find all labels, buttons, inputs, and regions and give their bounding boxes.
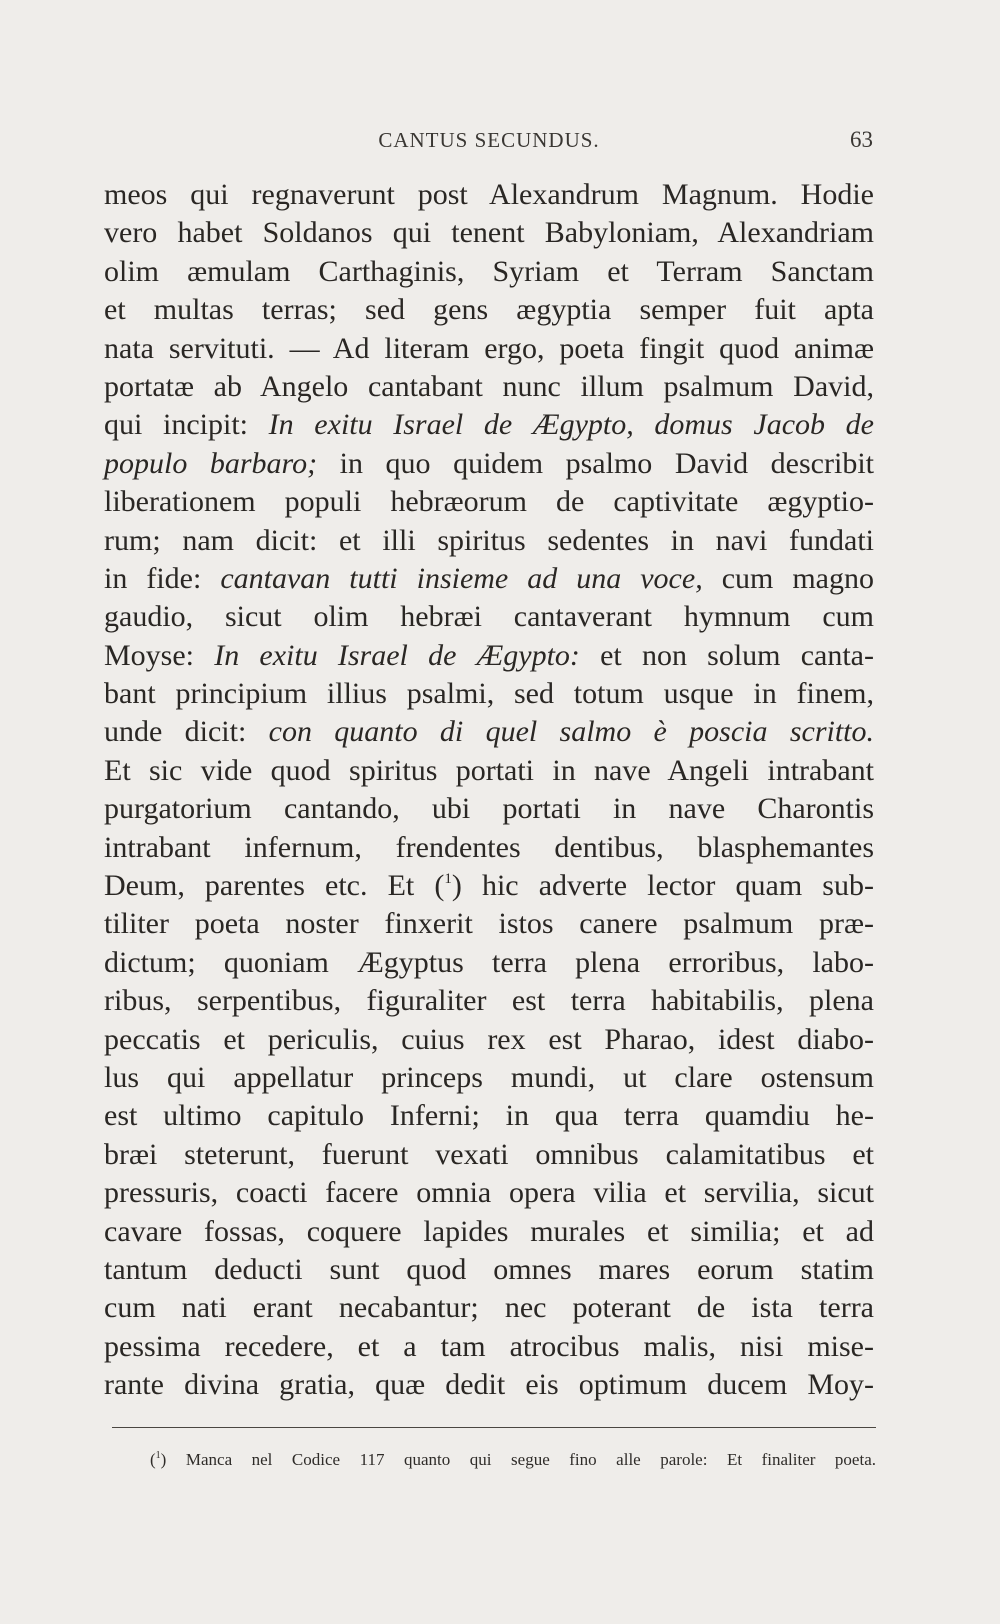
footnote: ($^1$) Manca nel Codice 117 quanto qui segue fino alle parole: Et finaliter poeta. [150,1450,876,1469]
text-line [104,790,874,828]
text-segment: est ultimo capitulo Inferni; in qua terra quamdiu he- [104,1099,874,1133]
text-segment: unde dicit: [104,715,269,749]
text-segment: gaudio, sicut olim hebræi cantaverant hymnum cum [104,600,874,634]
text-segment: meos qui regnaverunt post Alexandrum Magnum. Hodie [104,178,874,211]
text-line [104,598,874,636]
text-line [104,637,874,675]
text-segment: intrabant infernum, frendentes dentibus, blasphemantes [104,830,874,864]
footnote-reference: 1 [444,871,452,888]
text-line [104,214,874,252]
text-line [104,944,874,982]
footnote-text: Manca nel Codice 117 quanto qui segue fino alle parole: Et finaliter poeta. [185,1450,876,1469]
text-segment: qui incipit: [104,408,269,442]
text-line [104,1289,874,1327]
text-line [104,1251,874,1289]
text-line [104,905,874,943]
text-segment: vero habet Soldanos qui tenent Babyloniam, Alexandriam [104,216,874,250]
page-number: 63 [850,127,873,152]
italic-quote: populo barbaro; [104,446,318,480]
text-segment: rante divina gratia, quæ dedit eis optimum ducem Moy- [104,1368,874,1402]
text-line [104,560,874,598]
text-line [104,368,874,406]
text-line [104,713,874,751]
text-line [104,522,874,560]
text-segment: Moyse: [104,638,215,672]
text-segment: cum nati erant necabantur; nec poterant de ista terra [104,1291,874,1325]
text-line [104,176,874,214]
text-segment: Et sic vide quod spiritus portati in nave Angeli intrabant [104,753,874,787]
italic-quote: cantavan tutti insieme ad una voce, [220,561,703,595]
text-segment: liberationem populi hebræorum de captivitate ægyptio- [104,485,874,519]
text-segment: portatæ ab Angelo cantabant nunc illum psalmum David, [104,369,874,403]
footnote-marker: 1 [155,1450,161,1461]
text-line [104,291,874,329]
text-line [104,829,874,867]
text-segment: ) hic adverte lector quam sub- [451,869,874,903]
text-line [104,253,874,291]
text-line [104,1174,874,1212]
text-segment: in quo quidem psalmo David describit [317,446,874,480]
text-line [104,867,874,905]
text-line [104,675,874,713]
text-line [104,445,874,483]
text-segment: nata servituti. — Ad literam ergo, poeta fingit quod animæ [104,331,874,365]
text-segment: dictum; quoniam Ægyptus terra plena erroribus, labo- [104,945,874,979]
text-line [104,483,874,521]
text-line [104,406,874,444]
italic-quote: In exitu Israel de Ægypto, domus Jacob de [268,408,874,442]
text-segment: olim æmulam Carthaginis, Syriam et Terram Sanctam [104,254,874,288]
text-segment: Deum, parentes etc. Et ( [104,869,445,903]
text-segment: rum; nam dicit: et illi spiritus sedentes in navi fundati [104,523,874,557]
text-line [104,982,874,1020]
page-header [105,128,873,160]
text-segment: lus qui appellatur princeps mundi, ut clare ostensum [104,1060,874,1094]
text-segment: cum magno [702,561,874,595]
text-segment: bant principium illius psalmi, sed totum usque in finem, [104,677,874,711]
text-segment: tiliter poeta noster finxerit istos canere psalmum præ- [104,907,874,941]
italic-quote: In exitu Israel de Ægypto: [214,638,580,672]
text-line [104,1021,874,1059]
text-line [104,1136,874,1174]
text-segment: tantum deducti sunt quod omnes mares eorum statim [104,1252,874,1286]
text-segment: purgatorium cantando, ubi portati in nave Charontis [104,792,874,826]
text-line [104,1328,874,1366]
text-segment: ribus, serpentibus, figuraliter est terra habitabilis, plena [104,984,874,1018]
main-text [104,176,874,1405]
text-line [104,330,874,368]
text-segment: pessima recedere, et a tam atrocibus malis, nisi mise- [104,1329,874,1363]
text-line [104,752,874,790]
text-line [104,1213,874,1251]
text-segment: et non solum canta- [579,638,874,672]
text-segment: peccatis et periculis, cuius rex est Pharao, idest diabo- [104,1022,874,1056]
text-segment: cavare fossas, coquere lapides murales et similia; et ad [104,1214,874,1248]
text-line [104,1366,874,1404]
text-segment: in fide: [104,561,221,595]
text-line [104,1097,874,1135]
running-title: CANTUS SECUNDUS. [378,128,600,152]
footnote-rule [112,1427,876,1428]
text-segment: bræi steterunt, fuerunt vexati omnibus calamitatibus et [104,1137,874,1171]
text-line [104,1059,874,1097]
italic-quote: con quanto di quel salmo è poscia scritto. [268,715,874,749]
text-segment: pressuris, coacti facere omnia opera vilia et servilia, sicut [104,1176,874,1210]
text-segment: et multas terras; sed gens ægyptia semper fuit apta [104,293,874,327]
